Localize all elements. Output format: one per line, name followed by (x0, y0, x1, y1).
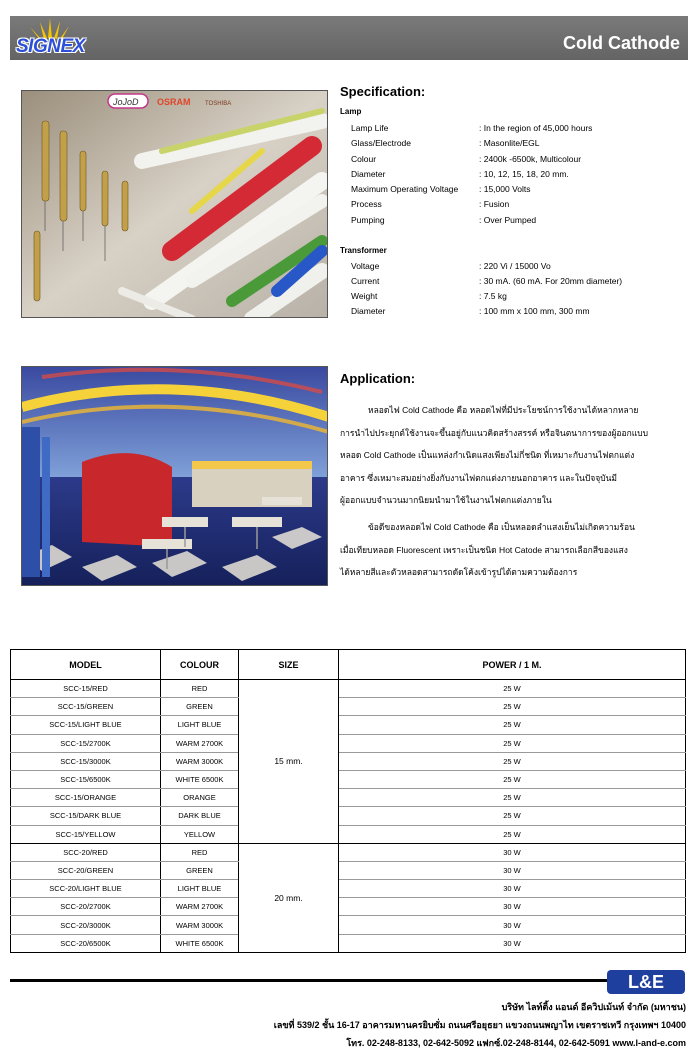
table-row: SCC-20/GREEN GREEN 30 W (11, 861, 686, 879)
spec-row-colour: Colour : 2400k -6500k, Multicolour (351, 154, 582, 164)
header-size: SIZE (239, 650, 339, 680)
table-row: SCC-15/RED RED 15 mm. 25 W (11, 680, 686, 698)
size-cell-15mm: 15 mm. (239, 680, 339, 844)
spec-row-transformer-diameter: Diameter : 100 mm x 100 mm, 300 mm (351, 306, 590, 316)
brand-label-osram: OSRAM (157, 97, 191, 107)
brand-label-jojod: JoJoD (113, 97, 139, 107)
header-colour: COLOUR (161, 650, 239, 680)
footer-contact: โทร. 02-248-8133, 02-642-5092 แฟกซ์.02-248-8144, 02-642-5091 www.l-and-e.com (346, 1038, 686, 1048)
table-row: SCC-15/6500K WHITE 6500K 25 W (11, 770, 686, 788)
application-title: Application: (340, 371, 416, 386)
table-row: SCC-20/3000K WARM 3000K 30 W (11, 916, 686, 934)
lamp-subtitle: Lamp (340, 107, 362, 116)
spec-row-pumping: Pumping : Over Pumped (351, 215, 537, 225)
spec-row-voltage: Voltage : 220 Vi / 15000 Vo (351, 261, 551, 271)
spec-row-process: Process : Fusion (351, 199, 510, 209)
spec-row-diameter: Diameter : 10, 12, 15, 18, 20 mm. (351, 169, 569, 179)
application-paragraph-2: ข้อดีของหลอดไฟ Cold Cathode คือ เป็นหลอดลำแสงเย็นไม่เกิดความร้อน เมื่อเทียบหลอด Fluorescent เพราะเป็นชนิด Hot Catode สามารถเลือกสีของแสง ได้หลายสีและตัวหลอดสามารถดัดโค้งเข้ารูปได้ตามความต้องการ (340, 522, 635, 577)
spec-row-lamp-life: Lamp Life : In the region of 45,000 hours (351, 123, 593, 133)
table-row: SCC-15/3000K WARM 3000K 25 W (11, 752, 686, 770)
spec-row-current: Current : 30 mA. (60 mA. For 20mm diameter) (351, 276, 623, 286)
logo-text: SIGNEX (16, 36, 85, 57)
brand-label-toshiba: TOSHIBA (205, 101, 232, 107)
table-row: SCC-20/6500K WHITE 6500K 30 W (11, 934, 686, 952)
signex-logo (14, 18, 96, 58)
table-row: SCC-15/2700K WARM 2700K 25 W (11, 734, 686, 752)
footer-address: เลขที่ 539/2 ชั้น 16-17 อาคารมหานครยิบซั่ม ถนนศรีอยุธยา แขวงถนนพญาไท เขตราชเทวี กรุงเทพฯ 10400 (273, 1020, 686, 1030)
table-row: SCC-15/LIGHT BLUE LIGHT BLUE 25 W (11, 716, 686, 734)
l-and-e-logo: L&E (607, 970, 685, 994)
size-cell-20mm: 20 mm. (239, 843, 339, 952)
table-row: SCC-20/2700K WARM 2700K 30 W (11, 898, 686, 916)
header-model: MODEL (11, 650, 161, 680)
header-power: POWER / 1 M. (339, 650, 686, 680)
table-header-row (11, 650, 686, 680)
spec-row-weight: Weight : 7.5 kg (351, 291, 507, 301)
application-paragraph-1: หลอดไฟ Cold Cathode คือ หลอดไฟที่มีประโยชน์การใช้งานได้หลากหลาย การนำไปประยุกต์ใช้งานจะขึ้นอยู่กับแนวคิดสร้างสรรค์ หรือจินตนาการของผู้ออกแบบ หลอด Cold Cathode เป็นแหล่งกำเนิดแสงเพียงไม่กี่ชนิด ที่เหมาะกับงานไฟตกแต่ง อาคาร ซึ่งเหมาะสมอย่างยิ่งกับงานไฟตกแต่งภายนอกอาคาร และในปัจจุบันมี ผู้ออกแบบจำนวนมากนิยมนำมาใช้ในงานไฟตกแต่งภายใน (340, 405, 648, 505)
footer-rule (10, 979, 610, 982)
spec-row-max-voltage: Maximum Operating Voltage : 15,000 Volts (351, 184, 531, 194)
specification-title: Specification: (340, 84, 426, 99)
page-header (10, 16, 688, 60)
table-row: SCC-15/DARK BLUE DARK BLUE 25 W (11, 807, 686, 825)
table-row: SCC-15/ORANGE ORANGE 25 W (11, 789, 686, 807)
interior-application-photo (21, 366, 328, 586)
footer-company-name: บริษัท ไลท์ติ้ง แอนด์ อีควิปเม้นท์ จำกัด (มหาชน) (501, 1002, 686, 1012)
page-title: Cold Cathode (563, 33, 680, 53)
table-row: SCC-15/GREEN GREEN 25 W (11, 698, 686, 716)
transformer-subtitle: Transformer (340, 246, 387, 255)
table-row: SCC-20/RED RED 20 mm. 30 W (11, 843, 686, 861)
table-row: SCC-20/LIGHT BLUE LIGHT BLUE 30 W (11, 880, 686, 898)
cold-cathode-tubes-photo (21, 90, 328, 318)
table-row: SCC-15/YELLOW YELLOW 25 W (11, 825, 686, 843)
product-table (10, 649, 686, 953)
spec-row-glass-electrode: Glass/Electrode : Masonlite/EGL (351, 138, 540, 148)
